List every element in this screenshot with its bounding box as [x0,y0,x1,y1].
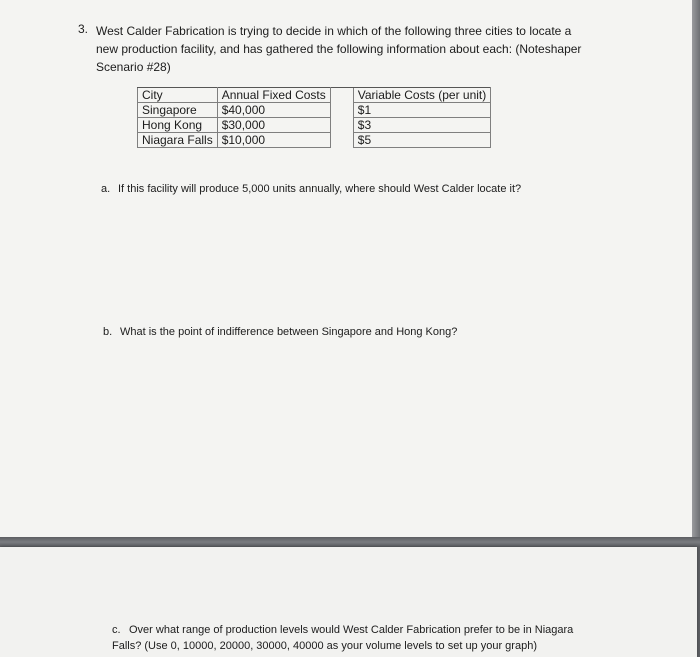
question-text: West Calder Fabrication is trying to decide in which of the following three cities to locate a new production facility, and has gathered the following information about each: (Noteshaper Scenario #28) [96,24,582,74]
cell-fixed-cost: $40,000 [217,103,330,118]
part-c-label: c. [112,624,121,636]
part-b-label: b. [103,326,113,338]
part-a-text: If this facility will produce 5,000 units annually, where should West Calder locate it? [118,183,522,195]
part-a [101,183,521,195]
page-gap [0,537,700,547]
table-gap [330,118,353,133]
header-variable-costs: Variable Costs (per unit) [353,88,491,103]
table-row [138,133,491,148]
question-number: 3. [78,22,89,36]
cell-variable-cost: $5 [353,133,491,148]
cell-city: Hong Kong [138,118,218,133]
part-b [103,326,457,338]
page-edge-shadow [692,0,700,540]
table-gap [330,103,353,118]
cell-city: Singapore [138,103,218,118]
table-row [138,103,491,118]
worksheet-page-bottom [0,547,697,657]
cell-variable-cost: $3 [353,118,491,133]
part-c-text: Over what range of production levels would West Calder Fabrication prefer to be in Niagara Falls? (Use 0, 10000, 20000, 30000, 40000 as your volume levels to set up your graph) [112,624,574,652]
table-header-row [138,88,491,103]
table-gap [330,88,353,103]
part-c [112,622,582,654]
table-gap [330,133,353,148]
header-city: City [138,88,218,103]
header-fixed-costs: Annual Fixed Costs [217,88,330,103]
part-b-text: What is the point of indifference between Singapore and Hong Kong? [120,326,458,338]
part-a-label: a. [101,183,111,195]
cell-city: Niagara Falls [138,133,218,148]
cell-variable-cost: $1 [353,103,491,118]
cost-table [137,87,491,148]
cell-fixed-cost: $10,000 [217,133,330,148]
cell-fixed-cost: $30,000 [217,118,330,133]
table-row [138,118,491,133]
